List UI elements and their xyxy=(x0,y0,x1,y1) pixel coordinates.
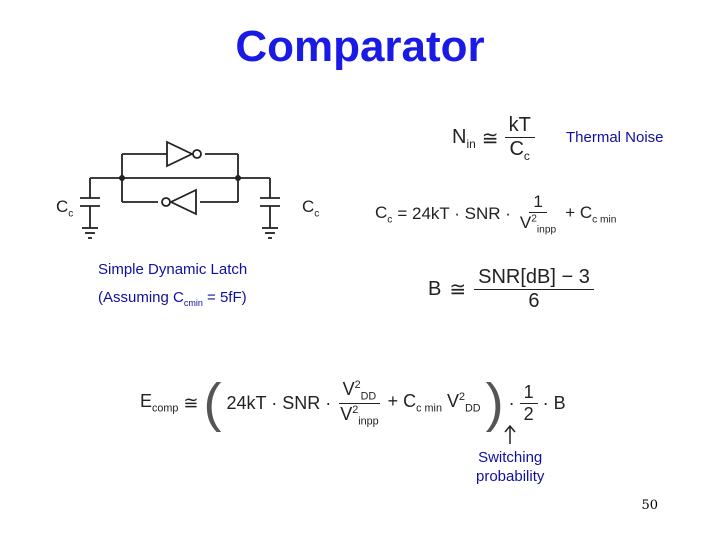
ecomp-equation: $E_{comp}$ ≅ ( 24kT · SNR · $\frac{V^2_{DD}}{V^2_{inpp}}$ + $C_{c min}$ $V^2_{DD}$ ) · $\frac{1}{2}$ · B xyxy=(140,373,566,433)
slide-title: Comparator xyxy=(235,22,485,71)
pointer-arrow xyxy=(500,424,520,448)
page-number: 50 xyxy=(641,498,658,513)
b-equation: B ≅ $\frac{\text{SNR[dB] − 3}}{6}$ xyxy=(428,266,594,313)
assumption-note: (Assuming $C_{cmin} = 5fF$) xyxy=(98,289,247,308)
right-cap-label: $C_c$ xyxy=(302,197,320,220)
circuit-caption: Simple Dynamic Latch xyxy=(98,261,248,278)
thermal-noise-equation: $N_{in}$ ≅ $\frac{kT}{C_c}$ xyxy=(452,114,535,163)
thermal-noise-label: Thermal Noise xyxy=(566,129,664,146)
left-cap-label: $C_c$ xyxy=(56,197,74,220)
switching-probability-note: Switching probability xyxy=(476,449,545,485)
latch-circuit xyxy=(60,130,320,260)
cc-equation: $C_c$ = 24kT · SNR · $\frac{1}{V^2_{inpp}}$ + $C_{c min}$ xyxy=(375,192,617,236)
